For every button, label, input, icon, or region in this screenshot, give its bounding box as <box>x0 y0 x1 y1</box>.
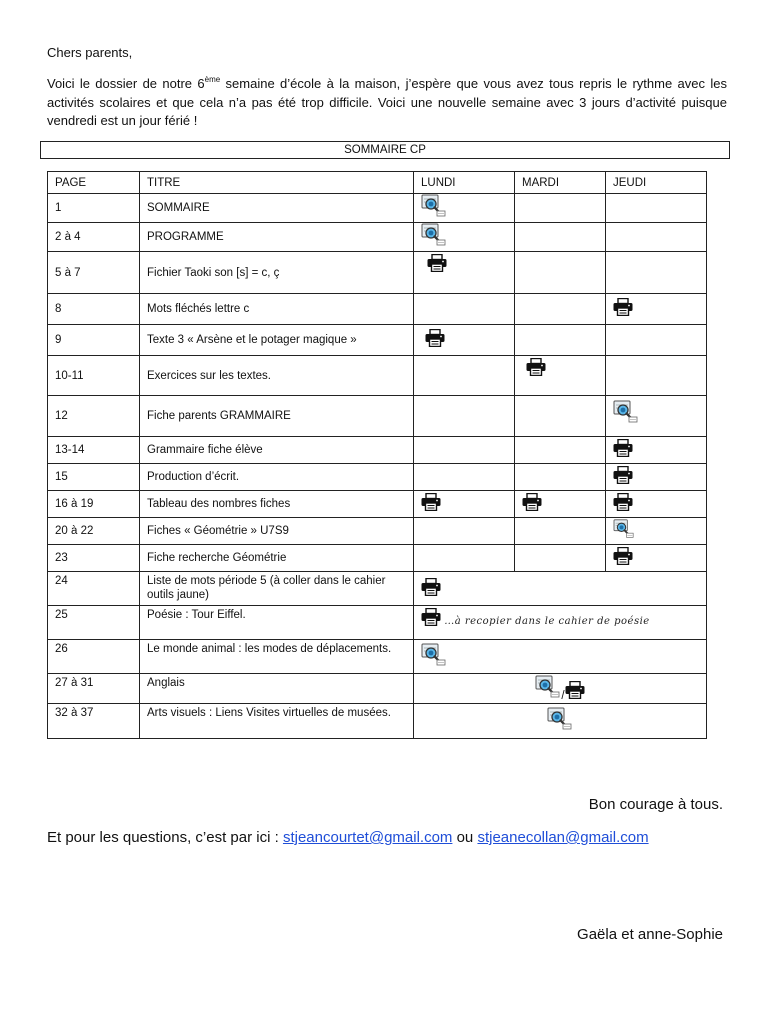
mardi-cell <box>515 545 606 572</box>
table-row <box>48 294 707 325</box>
printer-icon <box>613 547 633 565</box>
row-title: Le monde animal : les modes de déplacements. <box>140 640 414 674</box>
header-lundi: LUNDI <box>414 172 515 194</box>
row-title: Texte 3 « Arsène et le potager magique » <box>140 325 414 356</box>
summary-banner: SOMMAIRE CP <box>40 141 730 159</box>
mardi-cell <box>515 194 606 223</box>
row-title: Fiches « Géométrie » U7S9 <box>140 518 414 545</box>
printer-icon <box>613 439 633 457</box>
mardi-cell <box>515 325 606 356</box>
table-row <box>48 491 707 518</box>
days-merged-cell <box>414 572 707 606</box>
row-page: 12 <box>48 396 140 437</box>
mardi-cell <box>515 396 606 437</box>
printer-icon <box>421 578 441 596</box>
row-page: 5 à 7 <box>48 252 140 294</box>
row-page: 25 <box>48 606 140 640</box>
table-row <box>48 194 707 223</box>
mardi-cell <box>515 518 606 545</box>
jeudi-cell <box>606 545 707 572</box>
jeudi-cell <box>606 194 707 223</box>
or-text: ou <box>452 829 478 846</box>
mardi-cell <box>515 252 606 294</box>
mardi-cell <box>515 437 606 464</box>
row-title: Fiche parents GRAMMAIRE <box>140 396 414 437</box>
row-page: 27 à 31 <box>48 674 140 704</box>
header-jeudi: JEUDI <box>606 172 707 194</box>
mardi-cell <box>515 356 606 396</box>
row-page: 1 <box>48 194 140 223</box>
jeudi-cell <box>606 491 707 518</box>
screen-magnifier-icon <box>421 223 447 247</box>
printer-icon <box>427 254 447 272</box>
printer-icon <box>421 493 441 511</box>
row-title: SOMMAIRE <box>140 194 414 223</box>
mardi-cell <box>515 223 606 252</box>
screen-magnifier-icon <box>535 675 561 699</box>
lundi-cell <box>414 194 515 223</box>
row-page: 23 <box>48 545 140 572</box>
email-link-courtet[interactable]: stjeancourtet@gmail.com <box>282 829 453 846</box>
printer-icon <box>613 298 633 316</box>
table-row <box>48 223 707 252</box>
printer-icon <box>522 493 542 511</box>
schedule-table <box>47 171 707 739</box>
lundi-cell <box>414 356 515 396</box>
header-page: PAGE <box>48 172 140 194</box>
jeudi-cell <box>606 223 707 252</box>
row-title: Exercices sur les textes. <box>140 356 414 396</box>
header-titre: TITRE <box>140 172 414 194</box>
table-header-row <box>48 172 707 194</box>
header-mardi: MARDI <box>515 172 606 194</box>
table-row <box>48 437 707 464</box>
questions-line <box>47 829 649 846</box>
screen-magnifier-icon <box>613 400 639 424</box>
row-title: Fichier Taoki son [s] = c, ç <box>140 252 414 294</box>
lundi-cell <box>414 294 515 325</box>
row-title: Arts visuels : Liens Visites virtuelles de musées. <box>140 704 414 739</box>
row-title: Fiche recherche Géométrie <box>140 545 414 572</box>
intro-paragraph <box>47 75 727 131</box>
row-title: Production d’écrit. <box>140 464 414 491</box>
row-page: 8 <box>48 294 140 325</box>
row-page: 26 <box>48 640 140 674</box>
printer-icon <box>526 358 546 376</box>
questions-text: Et pour les questions, c’est par ici : <box>47 829 283 846</box>
printer-icon <box>613 493 633 511</box>
jeudi-cell <box>606 325 707 356</box>
row-title: Mots fléchés lettre c <box>140 294 414 325</box>
jeudi-cell <box>606 356 707 396</box>
lundi-cell <box>414 437 515 464</box>
row-title: PROGRAMME <box>140 223 414 252</box>
row-title: Grammaire fiche élève <box>140 437 414 464</box>
printer-icon <box>613 466 633 484</box>
intro-superscript: ème <box>204 75 221 84</box>
days-merged-cell <box>414 674 707 704</box>
table-row <box>48 606 707 640</box>
days-merged-cell <box>414 704 707 739</box>
table-row <box>48 325 707 356</box>
table-row <box>48 572 707 606</box>
screen-magnifier-icon <box>613 519 635 539</box>
row-page: 24 <box>48 572 140 606</box>
row-title: Poésie : Tour Eiffel. <box>140 606 414 640</box>
lundi-cell <box>414 325 515 356</box>
days-merged-cell <box>414 640 707 674</box>
jeudi-cell <box>606 294 707 325</box>
row-page: 15 <box>48 464 140 491</box>
mardi-cell <box>515 294 606 325</box>
row-page: 2 à 4 <box>48 223 140 252</box>
mardi-cell <box>515 491 606 518</box>
lundi-cell <box>414 223 515 252</box>
icon-separator: / <box>561 689 565 702</box>
printer-icon <box>565 681 585 699</box>
lundi-cell <box>414 252 515 294</box>
jeudi-cell <box>606 518 707 545</box>
lundi-cell <box>414 545 515 572</box>
table-row <box>48 356 707 396</box>
jeudi-cell <box>606 464 707 491</box>
table-row <box>48 464 707 491</box>
table-row <box>48 396 707 437</box>
row-page: 10-11 <box>48 356 140 396</box>
jeudi-cell <box>606 252 707 294</box>
screen-magnifier-icon <box>421 194 447 218</box>
email-link-collan[interactable]: stjeanecollan@gmail.com <box>477 829 649 846</box>
row-title: Tableau des nombres fiches <box>140 491 414 518</box>
table-row <box>48 252 707 294</box>
lundi-cell <box>414 396 515 437</box>
row-title: Anglais <box>140 674 414 704</box>
days-merged-cell <box>414 606 707 640</box>
row-page: 32 à 37 <box>48 704 140 739</box>
lundi-cell <box>414 491 515 518</box>
lundi-cell <box>414 464 515 491</box>
jeudi-cell <box>606 396 707 437</box>
courage-line: Bon courage à tous. <box>588 796 723 813</box>
table-row <box>48 545 707 572</box>
table-row <box>48 674 707 704</box>
intro-part2: semaine d’école à la maison, j’espère que vous avez tous repris le rythme avec les activités scolaires et que cela n’a pas été trop difficile. Voici une nouvelle semaine avec 3 jours d’activité puisque vendredi est un jour férié ! <box>47 76 727 128</box>
lundi-cell <box>414 518 515 545</box>
printer-icon <box>421 608 441 626</box>
screen-magnifier-icon <box>421 643 447 667</box>
signature: Gaëla et anne-Sophie <box>577 926 723 943</box>
table-row <box>48 640 707 674</box>
row-page: 13-14 <box>48 437 140 464</box>
table-row <box>48 518 707 545</box>
row-page: 9 <box>48 325 140 356</box>
row-page: 16 à 19 <box>48 491 140 518</box>
row-page: 20 à 22 <box>48 518 140 545</box>
intro-part1: Voici le dossier de notre 6 <box>47 76 205 91</box>
greeting: Chers parents, <box>47 45 133 60</box>
jeudi-cell <box>606 437 707 464</box>
row-title: Liste de mots période 5 (à coller dans le cahier outils jaune) <box>140 572 414 606</box>
screen-magnifier-icon <box>547 707 573 731</box>
mardi-cell <box>515 464 606 491</box>
printer-icon <box>425 329 445 347</box>
table-row <box>48 704 707 739</box>
handwritten-note: …à recopier dans le cahier de poésie <box>444 616 650 627</box>
